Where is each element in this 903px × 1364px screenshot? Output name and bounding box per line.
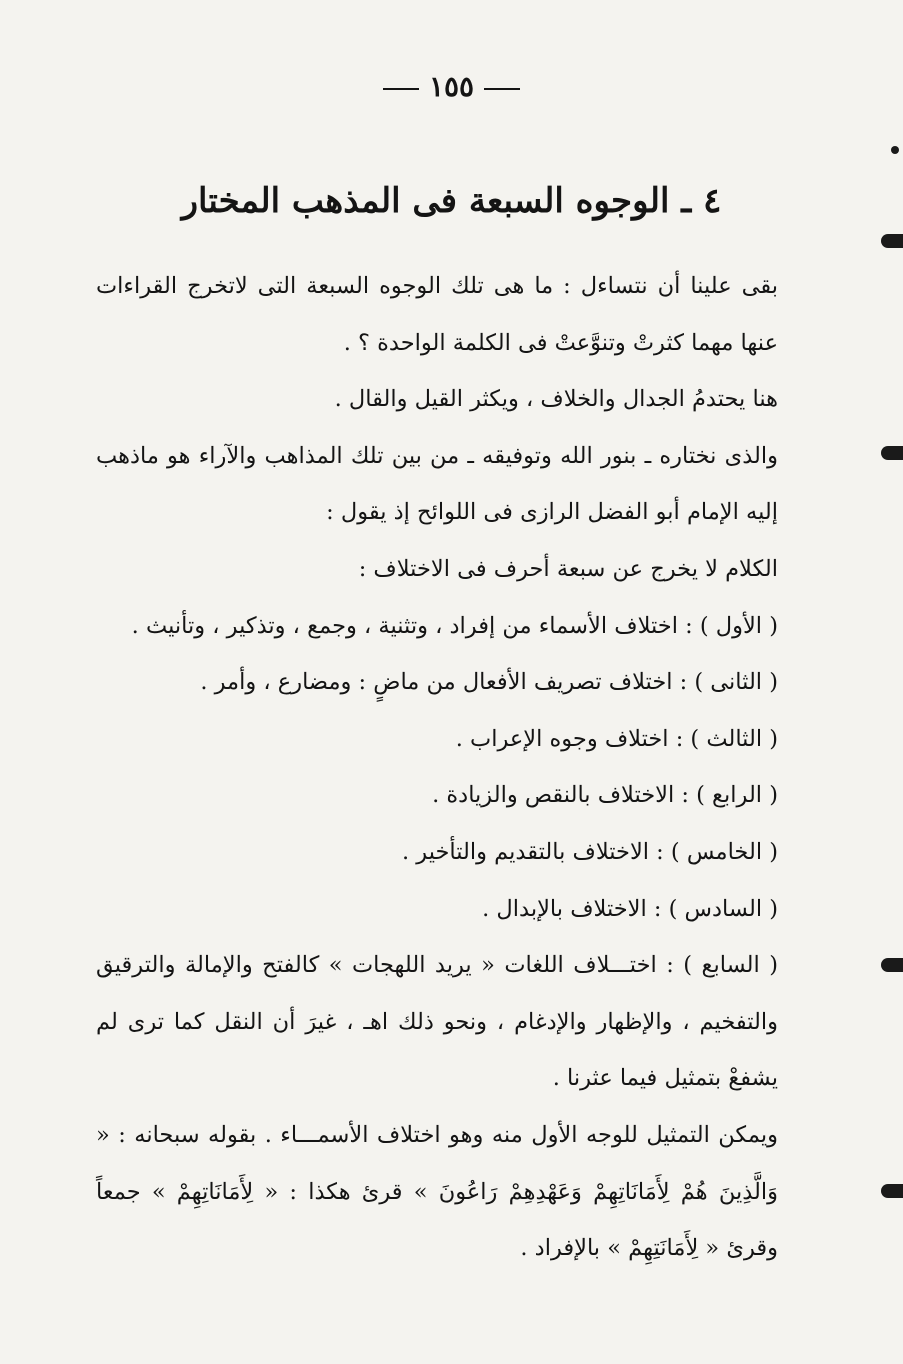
list-item-seventh: ( السابع ) : اختـــلاف اللغات « يريد اللهجات » كالفتح والإمالة والترقيق والتفخيم ، والإظهار والإدغام ، ونحو ذلك اهـ ، غيرَ أن النقل كما ترى لم يشفعْ بتمثيل فيما عثرنا .: [96, 952, 778, 1092]
paragraph-example: ويمكن التمثيل للوجه الأول منه وهو اختلاف الأسمـــاء . بقوله سبحانه : « وَالَّذِينَ هُمْ لِأَمَانَاتِهِمْ وَعَهْدِهِمْ رَاعُونَ » قرئ هكذا : « لِأَمَانَاتِهِمْ » جمعاً وقرئ « لِأَمَانَتِهِمْ » بالإفراد .: [96, 1121, 778, 1262]
page-number-text: ١٥٥: [428, 70, 475, 103]
list-item-sixth: ( السادس ) : الاختلاف بالإبدال .: [482, 895, 778, 922]
page-number: [0, 70, 903, 103]
page-number-dash-right: [484, 88, 520, 90]
list-item-third: ( الثالث ) : اختلاف وجوه الإعراب .: [455, 725, 778, 752]
edge-scan-mark: [881, 234, 903, 248]
list-item-second: ( الثانى ) : اختلاف تصريف الأفعال من ماضٍ : ومضارع ، وأمر .: [200, 669, 778, 696]
body-text: [96, 258, 808, 1277]
paragraph-debate: هنا يحتدمُ الجدال والخلاف ، ويكثر القيل والقال .: [334, 386, 778, 413]
section-heading: ٤ ـ الوجوه السبعة فى المذهب المختار: [181, 181, 722, 221]
page-number-dash-left: [383, 88, 419, 90]
edge-scan-mark: [881, 1184, 903, 1198]
paragraph-quote-intro: الكلام لا يخرج عن سبعة أحرف فى الاختلاف :: [358, 555, 778, 582]
edge-scan-mark: [891, 146, 899, 154]
list-item-fourth: ( الرابع ) : الاختلاف بالنقص والزيادة .: [432, 782, 778, 809]
edge-scan-mark: [881, 958, 903, 972]
list-item-fifth: ( الخامس ) : الاختلاف بالتقديم والتأخير .: [401, 838, 778, 865]
edge-scan-mark: [881, 446, 903, 460]
list-item-first: ( الأول ) : اختلاف الأسماء من إفراد ، وتثنية ، وجمع ، وتذكير ، وتأنيث .: [131, 612, 778, 639]
paragraph-question: بقى علينا أن نتساءل : ما هى تلك الوجوه السبعة التى لاتخرج القراءات عنها مهما كثرتْ وتنوَّعتْ فى الكلمة الواحدة ؟ .: [96, 273, 778, 356]
paragraph-choice: والذى نختاره ـ بنور الله وتوفيقه ـ من بين تلك المذاهب والآراء هو ماذهب إليه الإمام أبو الفضل الرازى فى اللوائح إذ يقول :: [96, 442, 778, 526]
